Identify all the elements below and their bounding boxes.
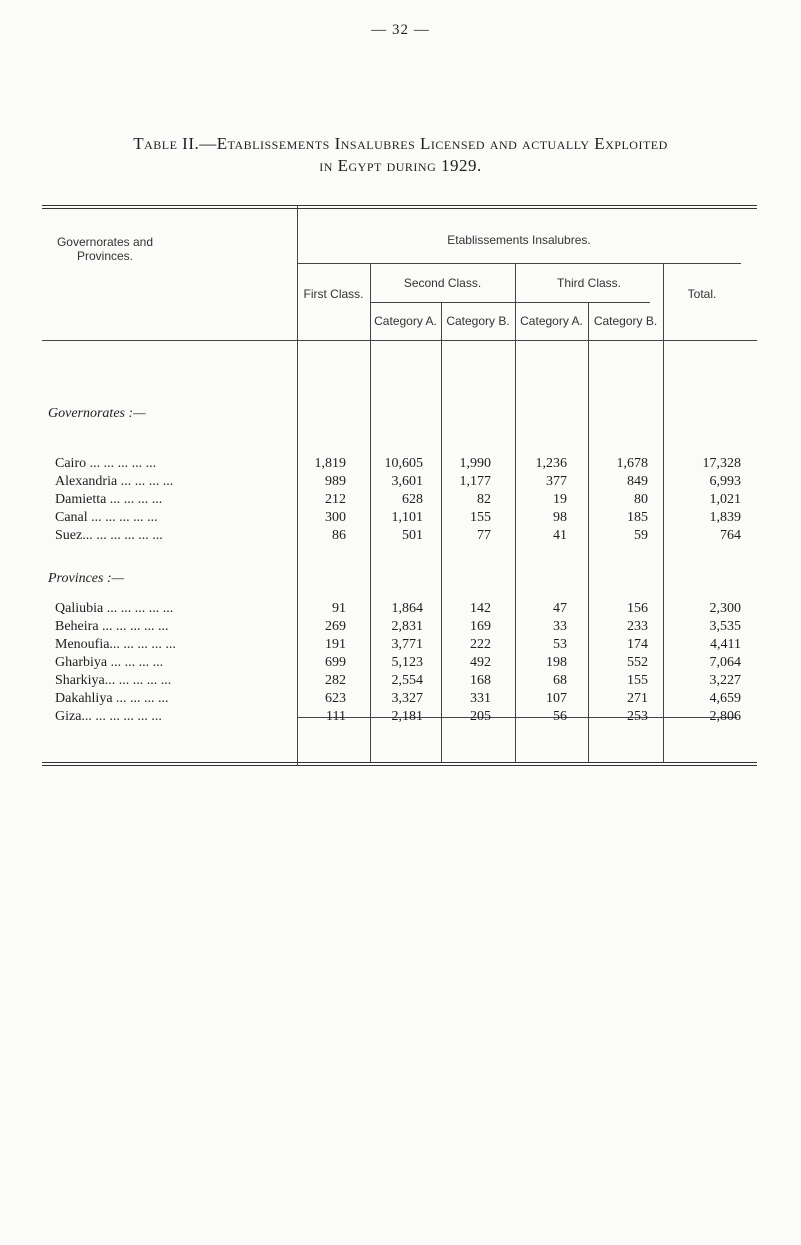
table-row: Suez... ... ... ... ... ... 86 501 77 41 59 764 [55, 528, 741, 543]
header-first-class: First Class. [303, 287, 364, 301]
class-header-rule [370, 302, 650, 303]
table2-title-line2: in Egypt during 1929. [319, 156, 482, 175]
header-third-cat-a: Category A. [520, 314, 583, 328]
table2-title-line1: Table II.—Etablissements Insalubres Licensed and actually Exploited [133, 134, 668, 153]
page-number: — 32 — [371, 22, 430, 38]
table-row: Qaliubia ... ... ... ... ... 91 1,864 142 47 156 2,300 [55, 601, 741, 616]
header-total: Total. [687, 287, 717, 301]
header-second-cat-b: Category B. [446, 314, 510, 328]
table-row: Giza... ... ... ... ... ... 111 2,181 205 56 253 2,806 [55, 709, 741, 724]
header-second-class: Second Class. [403, 276, 482, 290]
table-row: Beheira ... ... ... ... ... 269 2,831 169 33 233 3,535 [55, 619, 741, 634]
table2-top-rule [42, 205, 757, 209]
header-second-cat-a: Category A. [374, 314, 437, 328]
table-row: Gharbiya ... ... ... ... 699 5,123 492 198 552 7,064 [55, 655, 741, 670]
header-bottom-rule [42, 340, 757, 341]
table-row: Menoufia... ... ... ... ... 191 3,771 222 53 174 4,411 [55, 637, 741, 652]
header-third-class: Third Class. [556, 276, 621, 290]
group-header-rule [297, 263, 741, 264]
table-row: Damietta ... ... ... ... 212 628 82 19 80 1,021 [55, 492, 741, 507]
table-row: Canal ... ... ... ... ... 300 1,101 155 98 185 1,839 [55, 510, 741, 525]
header-third-cat-b: Category B. [593, 314, 658, 328]
header-governorates: Governorates and Provinces. [56, 235, 154, 263]
provinces-section-label: Provinces :— [48, 571, 125, 586]
header-group: Etablissements Insalubres. [447, 233, 591, 247]
table-row: Cairo ... ... ... ... ... 1,819 10,605 1,990 1,236 1,678 17,328 [55, 456, 741, 471]
table2-bottom-rule [42, 762, 757, 766]
table-row: Dakahliya ... ... ... ... 623 3,327 331 107 271 4,659 [55, 691, 741, 706]
table-row: Sharkiya... ... ... ... ... 282 2,554 168 68 155 3,227 [55, 673, 741, 688]
table-row: Alexandria ... ... ... ... 989 3,601 1,177 377 849 6,993 [55, 474, 741, 489]
governorates-section-label: Governorates :— [48, 406, 146, 421]
